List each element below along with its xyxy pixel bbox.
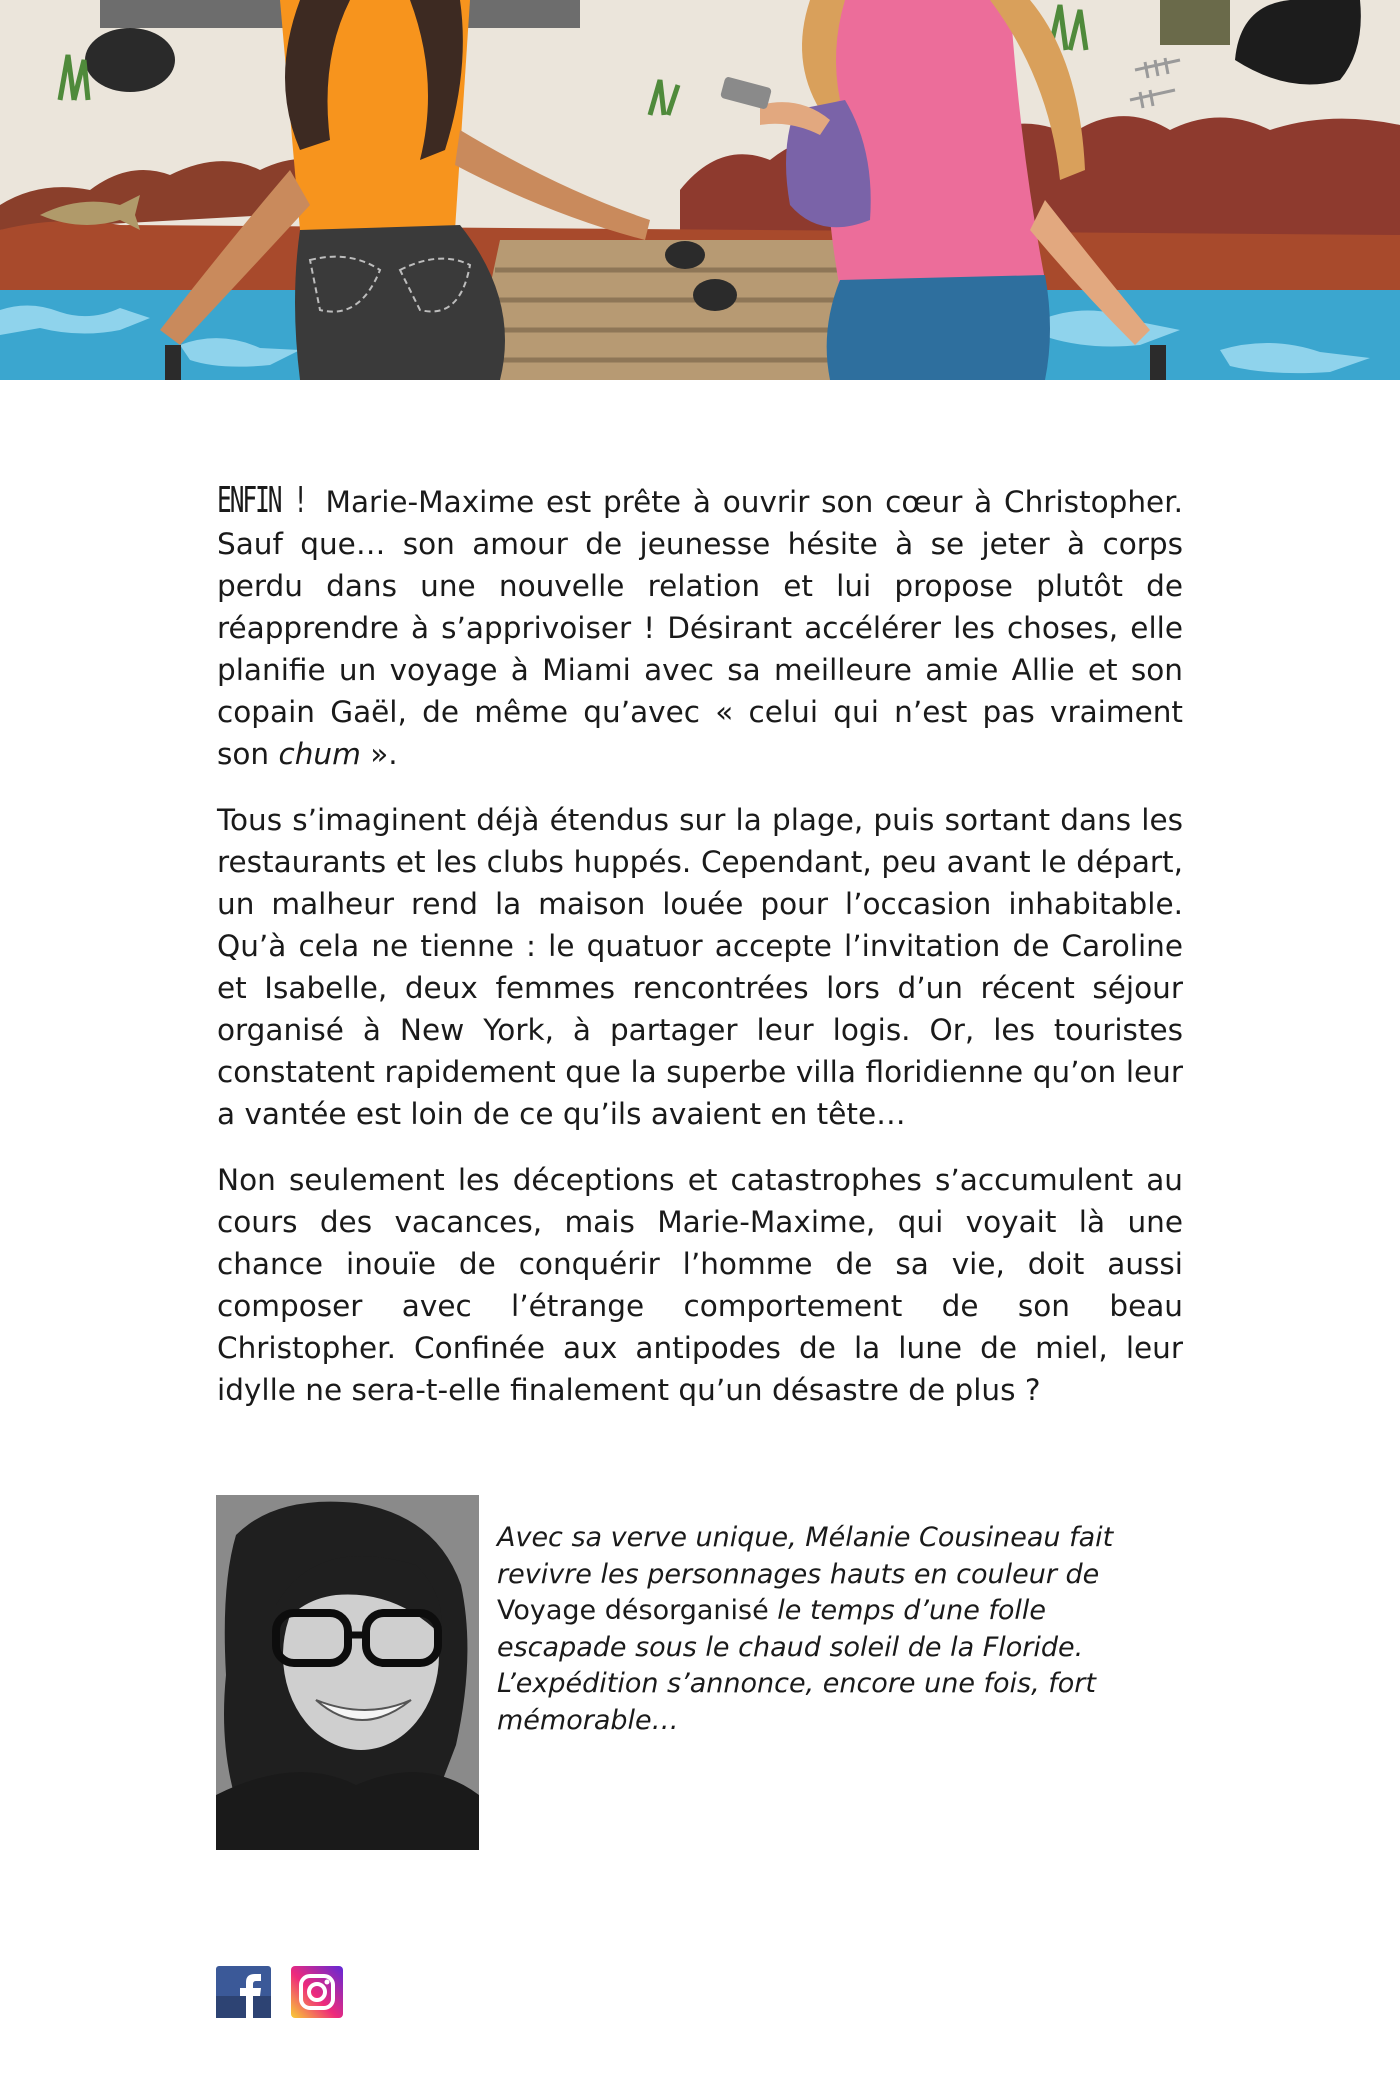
facebook-icon[interactable] <box>216 1966 271 2018</box>
blurb-lead-word: ENFIN ! <box>217 480 306 521</box>
book-title: Voyage désorganisé <box>497 1595 769 1626</box>
blurb-p1-end: ». <box>360 737 398 771</box>
blurb-paragraph-2: Tous s’imaginent déjà étendus sur la plage, puis sortant dans les restaurants et les clubs huppés. Cependant, peu avant le départ, un malheur rend la maison louée pour l’occasion inhabitable. Qu’à cela ne tienne : le quatuor accepte l’invitation de Caroline et Isabelle, deux femmes rencontrées lors d’un récent séjour organisé à New York, à partager leur logis. Or, les touristes constatent rapidement que la superbe villa floridienne qu’on leur a vantée est loin de ce qu’ils avaient en tête… <box>217 803 1183 1131</box>
author-note-part2: le temps d’une folle escapade sous le chaud soleil de la Floride. L’expédition s’annonce, encore une fois, fort mémorable… <box>497 1595 1096 1736</box>
author-note <box>497 1520 1137 1739</box>
back-cover-blurb <box>217 480 1183 1435</box>
blurb-paragraph-3: Non seulement les déceptions et catastrophes s’accumulent au cours des vacances, mais Marie-Maxime, qui voyait là une chance inouïe de conquérir l’homme de sa vie, doit aussi composer avec l’étrange comportement de son beau Christopher. Confinée aux antipodes de la lune de miel, leur idylle ne sera-t-elle finalement qu’un désastre de plus ? <box>217 1163 1183 1407</box>
author-photo <box>216 1495 479 1850</box>
blurb-p1-emphasis: chum <box>278 737 361 771</box>
blurb-paragraph-1 <box>217 480 1183 775</box>
author-note-part1: Avec sa verve unique, Mélanie Cousineau fait revivre les personnages hauts en couleur de <box>497 1522 1114 1590</box>
cover-illustration <box>0 0 1400 380</box>
blurb-p1-text: Marie-Maxime est prête à ouvrir son cœur à Christopher. Sauf que… son amour de jeunesse hésite à se jeter à corps perdu dans une nouvelle relation et lui propose plutôt de réapprendre à s’apprivoiser ! Désirant accélérer les choses, elle planifie un voyage à Miami avec sa meilleure amie Allie et son copain Gaël, de même qu’avec « celui qui n’est pas vraiment son <box>217 485 1183 771</box>
instagram-icon[interactable] <box>291 1966 343 2018</box>
